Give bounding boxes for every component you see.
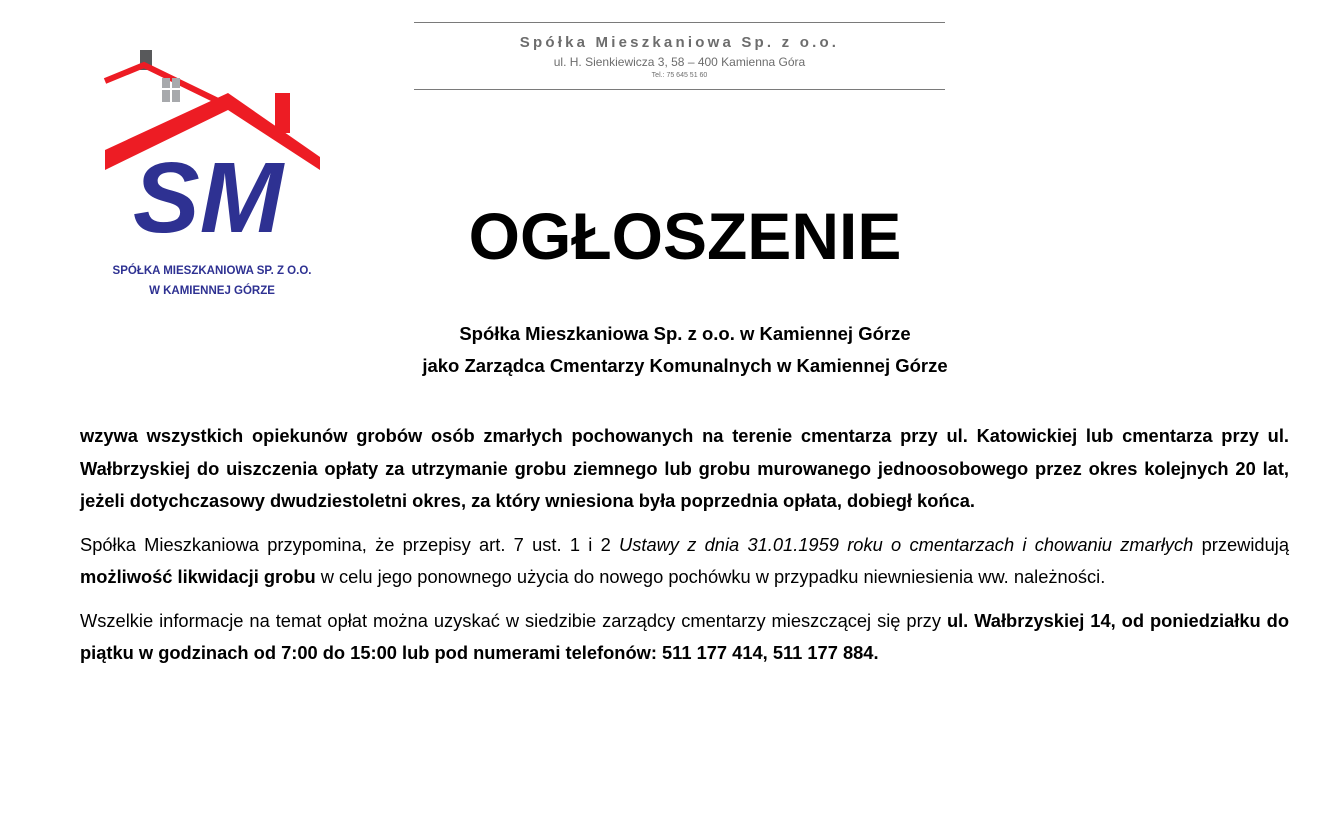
logo-initials: SM	[133, 142, 283, 254]
contact-text: Wszelkie informacje na temat opłat można uzyskać w siedzibie zarządcy cmentarzy mieszczącej się przy	[80, 609, 947, 631]
paragraph-legal	[80, 529, 1289, 594]
paragraph-summons	[80, 420, 1289, 518]
logo-roof-line	[105, 65, 218, 101]
legal-text: przewidują	[1193, 533, 1289, 555]
announcement-body	[80, 420, 1289, 681]
liquidation-notice: możliwość likwidacji grobu	[80, 566, 316, 587]
contact-details: ul. Wałbrzyskiej 14, od poniedziałku do piątku w godzinach od 7:00 do 15:00 lub pod numerami telefonów: 511 177 414, 511 177 884.	[80, 609, 1289, 663]
subtitle-line1: Spółka Mieszkaniowa Sp. z o.o. w Kamiennej Górze	[459, 323, 911, 344]
letterhead	[414, 22, 945, 90]
letterhead-company: Spółka Mieszkaniowa Sp. z o.o.	[519, 34, 840, 51]
logo-line1: SPÓŁKA MIESZKANIOWA SP. Z O.O.	[112, 265, 312, 277]
page-title: OGŁOSZENIE	[468, 199, 902, 273]
act-title: Ustawy z dnia 31.01.1959 roku o cmentarzach i chowaniu zmarłych	[619, 533, 1194, 555]
subtitle-line2: jako Zarządca Cmentarzy Komunalnych w Kamiennej Górze	[422, 355, 948, 376]
logo-line2: W KAMIENNEJ GÓRZE	[149, 285, 275, 297]
summons-text: wzywa wszystkich opiekunów grobów osób zmarłych pochowanych na terenie cmentarza przy ul. Katowickiej lub cmentarza przy ul. Wałbrzyskiej do uiszczenia opłaty za utrzymanie grobu ziemnego lub grobu murowanego jednoosobowego przez okres kolejnych 20 lat, jeżeli dotychczasowy dwudziestoletni okres, za który wniesiona była poprzednia opłata, dobiegł końca.	[80, 425, 1289, 511]
paragraph-contact	[80, 605, 1289, 670]
legal-text: Spółka Mieszkaniowa przypomina, że przepisy art. 7 ust. 1 i 2	[80, 533, 620, 555]
letterhead-address: ul. H. Sienkiewicza 3, 58 – 400 Kamienna Góra	[553, 55, 806, 69]
subtitle	[0, 318, 1336, 382]
letterhead-phone: Tel.: 75 645 51 60	[651, 72, 708, 79]
legal-text: w celu jego ponownego użycia do nowego pochówku w przypadku niewniesienia ww. należności.	[315, 566, 1106, 587]
logo-window-icon	[162, 78, 180, 102]
logo-red-chimney	[275, 93, 290, 133]
